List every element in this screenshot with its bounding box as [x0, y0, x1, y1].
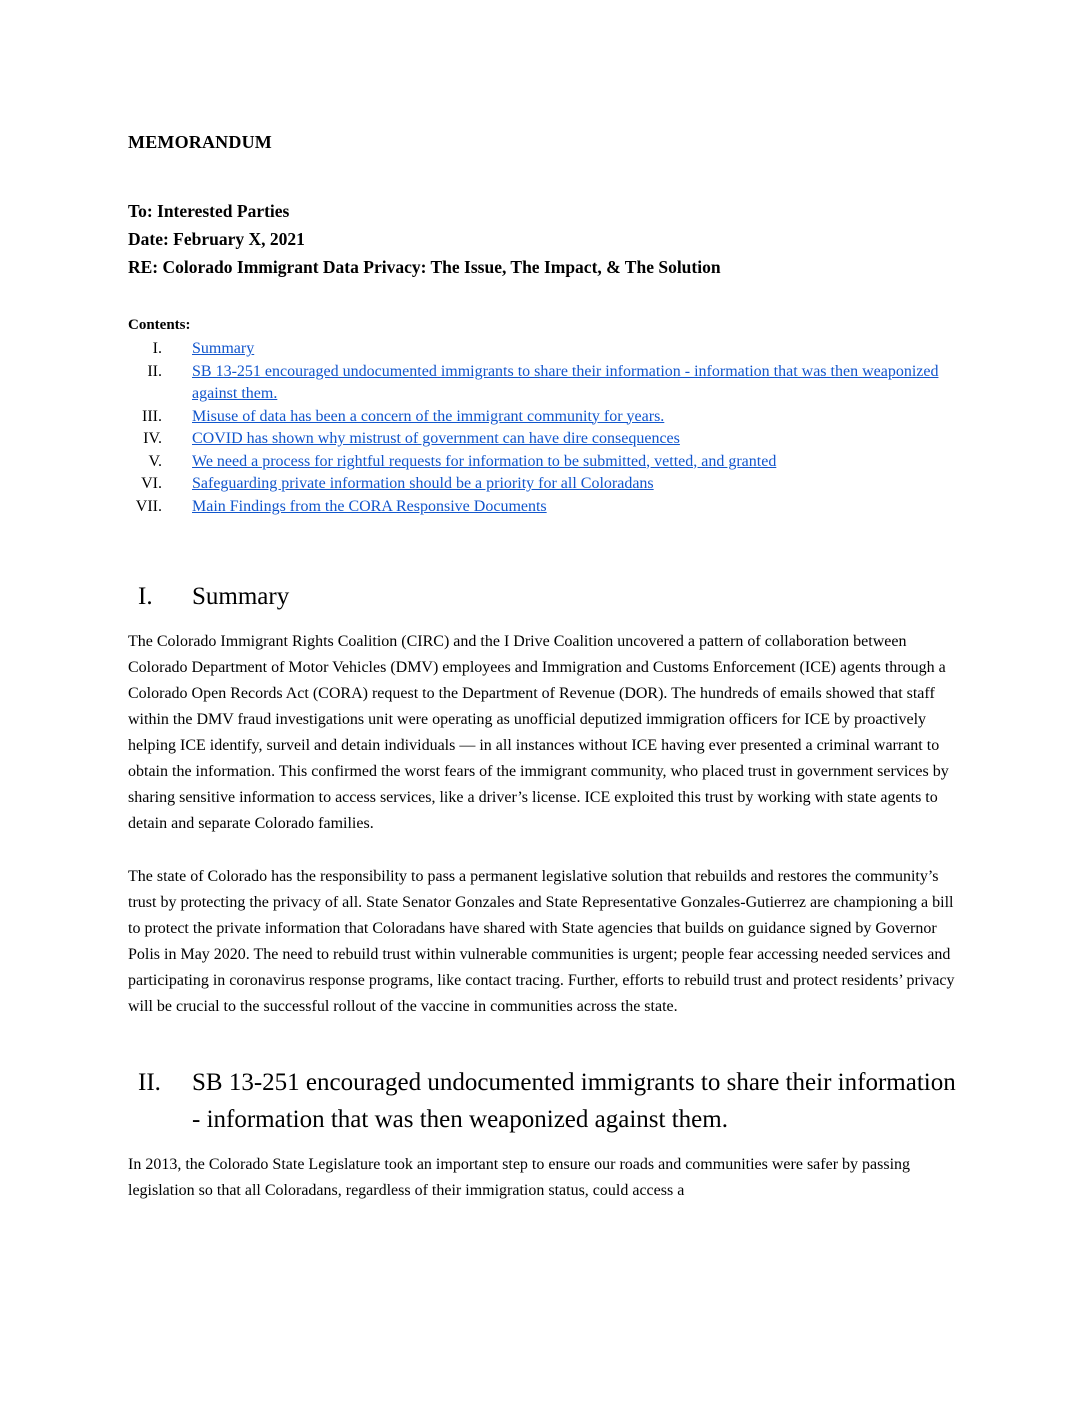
toc-link-misuse-of-data[interactable]: Misuse of data has been a concern of the immigrant community for years.	[192, 407, 665, 425]
toc-numeral: I.	[152, 340, 162, 357]
section-numeral: I.	[138, 583, 153, 610]
toc-link-main-findings[interactable]: Main Findings from the CORA Responsive Documents	[192, 497, 547, 515]
memo-re-line: RE: Colorado Immigrant Data Privacy: The Issue, The Impact, & The Solution	[128, 257, 721, 277]
summary-paragraph-2: The state of Colorado has the responsibility to pass a permanent legislative solution that rebuilds and restores the community’s trust by protecting the privacy of all. State Senator Gonzales and State Representative Gonzales-Gutierrez are championing a bill to protect the private information that Coloradans have shared with State agencies that builds on guidance signed by Governor Polis in May 2020. The need to rebuild trust within vulnerable communities is urgent; people fear accessing needed services and participating in coronavirus response programs, like contact tracing. Further, efforts to rebuild trust and protect residents’ privacy will be crucial to the successful rollout of the vaccine in communities across the state.	[128, 868, 955, 1015]
toc-numeral: V.	[148, 452, 162, 470]
summary-paragraph-1: The Colorado Immigrant Rights Coalition (CIRC) and the I Drive Coalition uncovered a pattern of collaboration between Colorado Department of Motor Vehicles (DMV) employees and Immigration and Customs Enforcement (ICE) agents through a Colorado Open Records Act (CORA) request to the Department of Revenue (DOR). The hundreds of emails showed that staff within the DMV fraud investigations unit were operating as unofficial deputized immigration officers for ICE by proactively helping ICE identify, surveil and detain individuals — in all instances without ICE having ever presented a criminal warrant to obtain the information. This confirmed the worst fears of the immigrant community, who placed trust in government services by sharing sensitive information to access services, like a driver’s license. ICE exploited this trust by working with state agents to detain and separate Colorado families.	[128, 633, 949, 832]
toc-link-covid-mistrust[interactable]: COVID has shown why mistrust of government can have dire consequences	[192, 430, 680, 447]
toc-item-covid-mistrust	[128, 428, 960, 451]
section-title: SB 13-251 encouraged undocumented immigrants to share their information - information that was then weaponized against them.	[192, 1069, 956, 1133]
table-of-contents	[128, 317, 960, 518]
section-heading-sb13-251	[128, 1064, 960, 1138]
memo-title: MEMORANDUM	[128, 132, 272, 152]
toc-item-summary	[128, 338, 960, 361]
toc-link-safeguarding-info[interactable]: Safeguarding private information should be a priority for all Coloradans	[192, 475, 654, 492]
toc-numeral: II.	[147, 362, 162, 380]
section-summary	[128, 578, 960, 1020]
toc-item-main-findings	[128, 496, 960, 519]
memo-header-block	[128, 197, 960, 281]
section-title: Summary	[192, 583, 290, 610]
memo-date-line: Date: February X, 2021	[128, 229, 305, 249]
toc-item-misuse-of-data	[128, 406, 960, 429]
sb13-251-paragraph-1: In 2013, the Colorado State Legislature took an important step to ensure our roads and communities were safer by passing legislation so that all Coloradans, regardless of their immigration status, could access a	[128, 1156, 911, 1199]
document-content	[128, 132, 960, 1204]
toc-numeral: VII.	[135, 497, 162, 515]
toc-link-summary[interactable]: Summary	[192, 340, 255, 357]
toc-link-rightful-requests[interactable]: We need a process for rightful requests for information to be submitted, vetted, and granted	[192, 452, 777, 470]
memo-to-line: To: Interested Parties	[128, 201, 290, 221]
toc-item-safeguarding-info	[128, 473, 960, 496]
toc-item-sb13-251	[128, 361, 960, 406]
section-numeral: II.	[138, 1069, 161, 1096]
toc-item-rightful-requests	[128, 451, 960, 474]
toc-numeral: III.	[142, 407, 162, 425]
section-sb13-251	[128, 1064, 960, 1204]
contents-label: Contents:	[128, 317, 191, 333]
toc-link-sb13-251[interactable]: SB 13-251 encouraged undocumented immigrants to share their information - information that was then weaponized against them.	[192, 362, 939, 402]
toc-numeral: IV.	[143, 430, 162, 447]
section-heading-summary	[128, 578, 960, 615]
toc-numeral: VI.	[141, 475, 162, 492]
